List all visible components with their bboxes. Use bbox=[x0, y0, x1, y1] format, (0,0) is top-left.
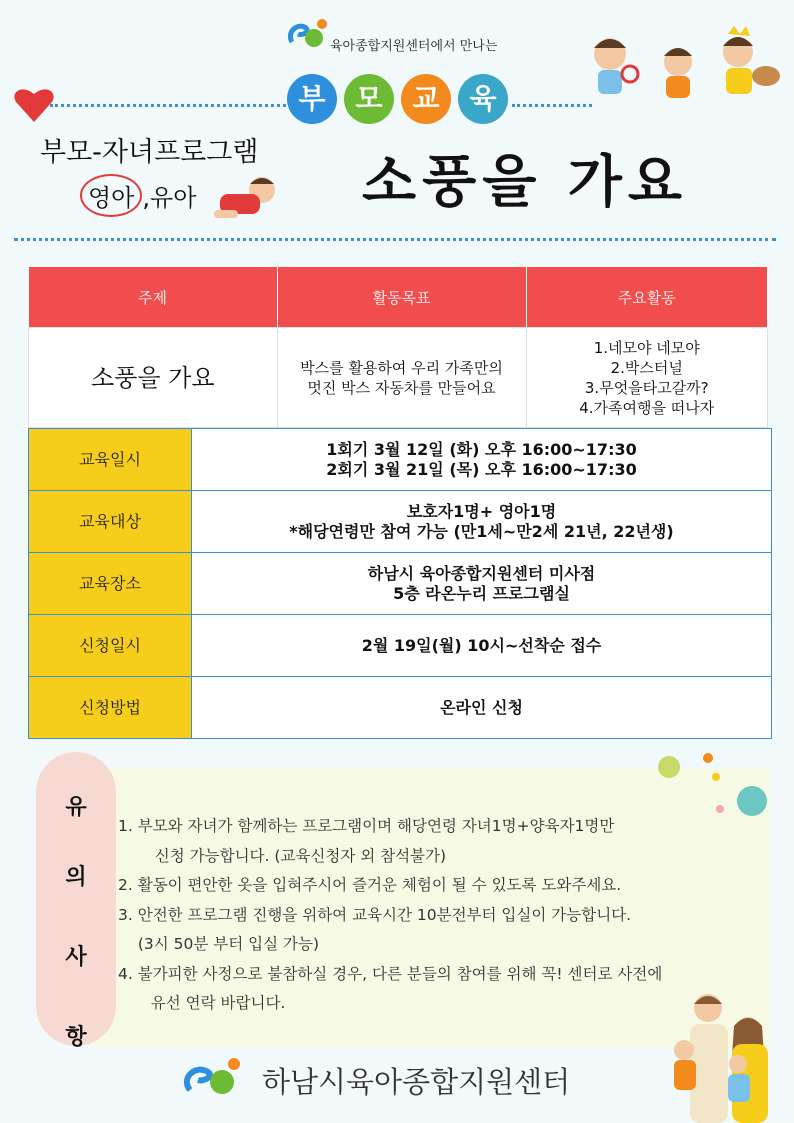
activities-cell bbox=[526, 328, 768, 428]
summary-table bbox=[28, 267, 768, 428]
detail-value bbox=[192, 429, 772, 491]
notes-side-char: 항 bbox=[65, 1025, 87, 1050]
detail-label: 교육일시 bbox=[29, 429, 192, 491]
note-line: 1. 부모와 자녀가 함께하는 프로그램이며 해당연령 자녀1명+양육자1명만 bbox=[118, 817, 615, 835]
badge-yuk: 육 bbox=[458, 74, 508, 124]
detail-value bbox=[192, 553, 772, 615]
program-age-other: 유아 bbox=[150, 184, 197, 212]
goal-cell bbox=[277, 328, 526, 428]
detail-value bbox=[192, 615, 772, 677]
footer-logo-icon bbox=[180, 1056, 244, 1100]
detail-label: 교육장소 bbox=[29, 553, 192, 615]
detail-line: 2월 19일(월) 10시~선착순 접수 bbox=[361, 635, 602, 655]
activity-item: 2.박스터널 bbox=[610, 358, 683, 377]
detail-line: 보호자1명+ 영아1명 bbox=[406, 501, 557, 521]
detail-line: *해당연령만 참여 가능 (만1세~만2세 21년, 22년생) bbox=[289, 521, 674, 541]
detail-line: 온라인 신청 bbox=[440, 697, 523, 717]
page-title: 소풍을 가요 bbox=[362, 150, 688, 215]
note-line: 유선 연락 바랍니다. bbox=[136, 994, 286, 1012]
header-goal: 활동목표 bbox=[277, 267, 526, 328]
decor-dot bbox=[703, 753, 713, 763]
footer-center-name: 하남시육아종합지원센터 bbox=[262, 1065, 571, 1099]
detail-row bbox=[29, 553, 772, 615]
note-line: 3. 안전한 프로그램 진행을 위하여 교육시간 10분전부터 입실이 가능합니다. bbox=[118, 905, 632, 924]
detail-value bbox=[192, 491, 772, 553]
summary-body-row bbox=[29, 328, 768, 428]
details-table bbox=[28, 428, 772, 739]
kids-illustration-icon bbox=[588, 26, 784, 106]
header-activities: 주요활동 bbox=[526, 267, 768, 328]
note-line: (3시 50분 부터 입실 가능) bbox=[128, 935, 320, 953]
decor-dot bbox=[658, 756, 680, 778]
badge-bu: 부 bbox=[287, 74, 337, 124]
note-line: 4. 불가피한 사정으로 불참하실 경우, 다른 분들의 참여를 위해 꼭! 센터로 사전에 bbox=[118, 964, 663, 983]
family-illustration-icon bbox=[668, 986, 782, 1123]
heart-icon bbox=[12, 84, 56, 124]
center-logo-icon bbox=[284, 14, 330, 54]
detail-label: 신청일시 bbox=[29, 615, 192, 677]
notes-side-label bbox=[36, 752, 116, 1050]
program-age bbox=[80, 174, 196, 217]
badge-gyo: 교 bbox=[401, 74, 451, 124]
detail-value bbox=[192, 677, 772, 739]
detail-line: 2회기 3월 21일 (목) 오후 16:00~17:30 bbox=[326, 459, 637, 479]
header-topic: 주제 bbox=[29, 267, 278, 328]
note-line: 2. 활동이 편안한 옷을 입혀주시어 즐거운 체험이 될 수 있도록 도와주세요. bbox=[118, 876, 622, 894]
detail-label: 신청방법 bbox=[29, 677, 192, 739]
crawling-baby-icon bbox=[212, 170, 286, 224]
detail-row bbox=[29, 615, 772, 677]
goal-line: 박스를 활용하여 우리 가족만의 bbox=[300, 358, 503, 377]
detail-row bbox=[29, 677, 772, 739]
detail-line: 1회기 3월 12일 (화) 오후 16:00~17:30 bbox=[326, 439, 637, 459]
activity-item: 4.가족여행을 떠나자 bbox=[579, 398, 715, 417]
program-age-circled: 영아 bbox=[80, 174, 142, 217]
badge-mo: 모 bbox=[344, 74, 394, 124]
top-dotted-line-left bbox=[50, 104, 286, 107]
note-line: 신청 가능합니다. (교육신청자 외 참석불가) bbox=[140, 846, 447, 865]
detail-line: 5층 라온누리 프로그램실 bbox=[393, 583, 570, 603]
detail-line: 하남시 육아종합지원센터 미사점 bbox=[367, 563, 596, 583]
center-intro: 육아종합지원센터에서 만나는 bbox=[330, 39, 498, 54]
topic-cell: 소풍을 가요 bbox=[29, 328, 278, 428]
detail-row bbox=[29, 491, 772, 553]
activity-item: 3.무엇을타고갈까? bbox=[584, 378, 709, 397]
detail-row bbox=[29, 429, 772, 491]
notes-side-char: 의 bbox=[65, 865, 87, 890]
activity-item: 1.네모야 네모야 bbox=[593, 338, 700, 357]
goal-line: 멋진 박스 자동차를 만들어요 bbox=[307, 378, 496, 397]
notes-side-char: 사 bbox=[65, 945, 87, 970]
program-label: 부모-자녀프로그램 bbox=[40, 137, 259, 168]
bottom-dotted-line bbox=[14, 238, 776, 241]
notes-side-char: 유 bbox=[65, 795, 87, 820]
program-age-sep: , bbox=[142, 184, 151, 212]
top-dotted-line-right bbox=[512, 104, 592, 107]
summary-header-row bbox=[29, 267, 768, 328]
decor-dot bbox=[712, 773, 720, 781]
detail-label: 교육대상 bbox=[29, 491, 192, 553]
